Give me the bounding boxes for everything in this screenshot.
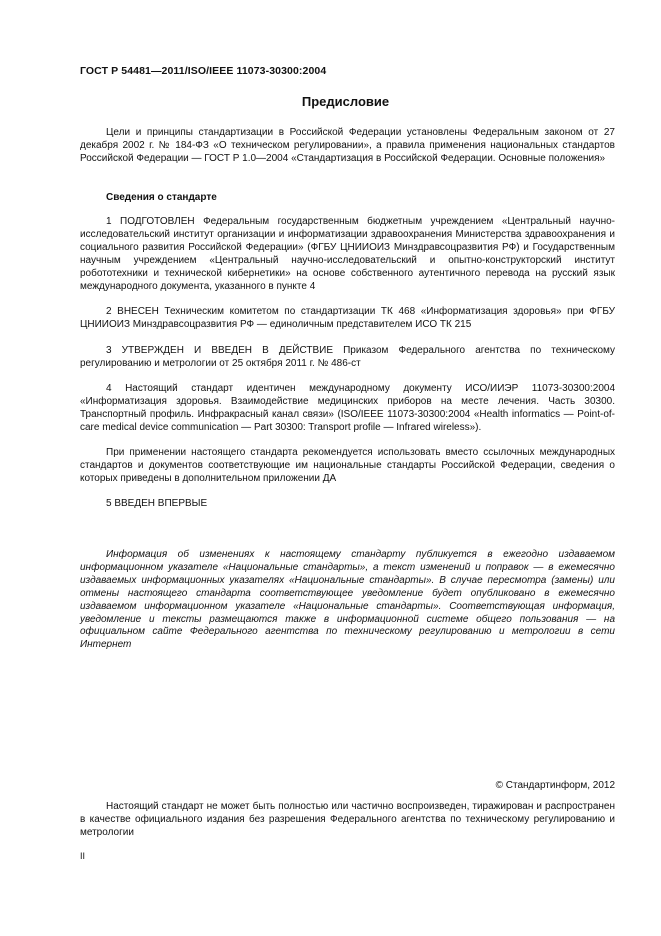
item-1-prepared: 1 ПОДГОТОВЛЕН Федеральным государственным бюджетным учреждением «Центральный научно-исследовательский институт организации и информатизации здравоохранения Министерства здравоохранения и социального развития Российской Федерации» (ФГБУ ЦНИИОИЗ Минздравсоцразвития РФ) и Государственным научным учреждением «Центральный научно-исследовательский и опытно-конструкторский институт робототехники и технической кибернетики» на основе собственного аутентичного перевода на русский язык международного документа, указанного в пункте 4 bbox=[80, 216, 615, 292]
changes-notice: Информация об изменениях к настоящему стандарту публикуется в ежегодно издаваемом информационном указателе «Национальные стандарты», а текст изменений и поправок — в ежемесячно издаваемых информационных указателях «Национальные стандарты». В случае пересмотра (замены) или отмены настоящего стандарта соответствующее уведомление будет опубликовано в ежемесячно издаваемом информационном указателе «Национальные стандарты». Соответствующая информация, уведомление и тексты размещаются также в информационной системе общего пользования — на официальном сайте Федерального агентства по техническому регулированию и метрологии в сети Интернет bbox=[80, 549, 615, 651]
intro-paragraph: Цели и принципы стандартизации в Российской Федерации установлены Федеральным законом от 27 декабря 2002 г. № 184-ФЗ «О техническом регулировании», а правила применения национальных стандартов Российской Федерации — ГОСТ Р 1.0—2004 «Стандартизация в Российской Федерации. Основные положения» bbox=[80, 127, 615, 164]
page-number: II bbox=[80, 851, 86, 861]
document-code-header: ГОСТ Р 54481—2011/ISO/IEEE 11073-30300:2004 bbox=[80, 65, 327, 77]
item-3-approved: 3 УТВЕРЖДЕН И ВВЕДЕН В ДЕЙСТВИЕ Приказом Федерального агентства по техническому регулированию и метрологии от 25 октября 2011 г. № 486-ст bbox=[80, 345, 615, 369]
item-2-submitted: 2 ВНЕСЕН Техническим комитетом по стандартизации ТК 468 «Информатизация здоровья» при ФГБУ ЦНИИОИЗ Минздравсоцразвития РФ — единоличным представителем ИСО ТК 215 bbox=[80, 306, 615, 330]
item-4-identical: 4 Настоящий стандарт идентичен международному документу ИСО/ИИЭР 11073-30300:2004 «Информатизация здоровья. Взаимодействие медицинских приборов на месте лечения. Часть 30300. Транспортный профиль. Инфракрасный канал связи» (ISO/IEEE 11073-30300:2004 «Health informatics — Point-of-care medical device communication — Part 30300: Transport profile — Infrared wireless»). bbox=[80, 383, 615, 433]
page-title bbox=[0, 94, 661, 109]
page-title-text: Предисловие bbox=[301, 94, 390, 109]
copyright-line: © Стандартинформ, 2012 bbox=[495, 780, 615, 791]
item-4-application-note: При применении настоящего стандарта рекомендуется использовать вместо ссылочных международных стандартов и документов соответствующие им национальные стандарты Российской Федерации, сведения о которых приведены в дополнительном приложении ДА bbox=[80, 447, 615, 484]
reproduction-notice: Настоящий стандарт не может быть полностью или частично воспроизведен, тиражирован и распространен в качестве официального издания без разрешения Федерального агентства по техническому регулированию и метрологии bbox=[80, 801, 615, 838]
section-heading: Сведения о стандарте bbox=[106, 192, 217, 203]
item-5-introduced: 5 ВВЕДЕН ВПЕРВЫЕ bbox=[106, 498, 208, 509]
